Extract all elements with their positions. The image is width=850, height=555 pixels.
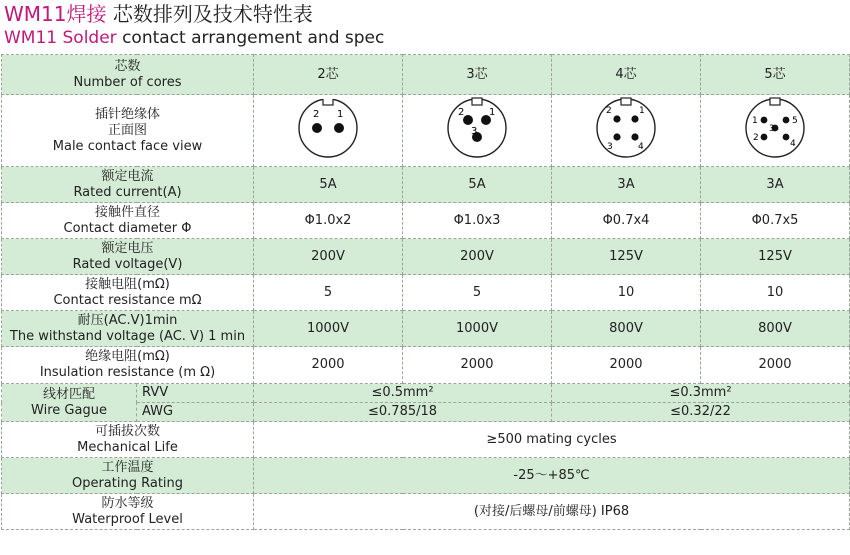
- rvv-label: RVV: [137, 384, 254, 403]
- life-label-cn: 可插拔次数: [95, 423, 161, 439]
- table-cell: 125V: [552, 239, 701, 275]
- pin-label: 3: [471, 126, 478, 137]
- table-cell: Φ1.0x3: [403, 203, 552, 239]
- row-label-cn: 接触电阻(mΩ): [85, 276, 170, 292]
- face-4-core: [552, 95, 701, 167]
- waterproof-label-en: Waterproof Level: [72, 511, 183, 527]
- rvv-large-value: ≤0.3mm²: [552, 384, 850, 403]
- table-cell: 2000: [552, 347, 701, 384]
- face-view-label: [2, 95, 254, 167]
- temp-label: [2, 458, 254, 494]
- row-label-en: Rated voltage(V): [72, 256, 183, 272]
- table-row: [2, 347, 850, 384]
- pin-label: 5: [792, 116, 798, 126]
- pin-label: 2: [606, 106, 612, 116]
- table-cell: Φ0.7x4: [552, 203, 701, 239]
- title-rest: 芯数排列及技术特性表: [106, 2, 313, 26]
- pin-label: 4: [638, 142, 644, 152]
- cores-label-cn: 芯数: [114, 58, 141, 74]
- table-row: [2, 203, 850, 239]
- row-label: [2, 311, 254, 347]
- wire-gauge-label: [2, 384, 137, 422]
- table-row: [2, 239, 850, 275]
- pin-label: 3: [769, 124, 775, 134]
- spec-table: [1, 54, 850, 530]
- pin-label: 2: [458, 107, 465, 118]
- connector-3-core-icon: [445, 96, 509, 160]
- face-label-en: Male contact face view: [52, 138, 203, 154]
- subtitle-rest: contact arrangement and spec: [116, 28, 385, 48]
- row-label-cn: 额定电压: [101, 240, 154, 256]
- table-cell: 800V: [701, 311, 850, 347]
- pin-label: 1: [337, 109, 344, 120]
- waterproof-label: [2, 494, 254, 530]
- row-label: [2, 275, 254, 311]
- table-cell: 10: [552, 275, 701, 311]
- col-4-cores: 4芯: [552, 55, 701, 95]
- row-label-cn: 耐压(AC.V)1min: [77, 312, 178, 328]
- table-cell: Φ1.0x2: [254, 203, 403, 239]
- table-cell: 2000: [403, 347, 552, 384]
- table-cell: 5A: [254, 167, 403, 203]
- row-label: [2, 347, 254, 384]
- temp-label-cn: 工作温度: [101, 459, 154, 475]
- table-row: [2, 167, 850, 203]
- page-title: [4, 2, 313, 26]
- pin-label: 3: [607, 142, 613, 152]
- waterproof-label-cn: 防水等级: [101, 495, 154, 511]
- cores-row: [2, 55, 850, 95]
- pin-label: 2: [753, 133, 759, 143]
- table-cell: 1000V: [254, 311, 403, 347]
- table-cell: Φ0.7x5: [701, 203, 850, 239]
- col-5-cores: 5芯: [701, 55, 850, 95]
- row-label-en: Rated current(A): [73, 184, 182, 200]
- page-subtitle: [4, 28, 384, 48]
- connector-5-core-icon: [743, 96, 807, 160]
- pin-label: 1: [639, 106, 645, 116]
- connector-4-core-icon: [594, 96, 658, 160]
- table-row: [2, 275, 850, 311]
- cores-label-en: Number of cores: [73, 74, 182, 90]
- connector-2-core-icon: [296, 96, 360, 160]
- table-cell: 2000: [701, 347, 850, 384]
- table-cell: 800V: [552, 311, 701, 347]
- life-value: ≥500 mating cycles: [254, 422, 850, 458]
- awg-label: AWG: [137, 403, 254, 422]
- row-label-cn: 绝缘电阻(mΩ): [85, 349, 170, 364]
- face-2-core: [254, 95, 403, 167]
- col-2-cores: 2芯: [254, 55, 403, 95]
- wire-label-cn: 线材匹配: [42, 386, 95, 402]
- wire-rvv-row: [2, 384, 850, 403]
- col-3-cores: 3芯: [403, 55, 552, 95]
- temp-label-en: Operating Rating: [71, 475, 184, 491]
- row-label-en: Insulation resistance (m Ω): [39, 365, 216, 380]
- life-label-en: Mechanical Life: [77, 439, 178, 455]
- temp-value: -25～+85℃: [254, 458, 850, 494]
- row-label-en: Contact diameter Φ: [63, 220, 192, 236]
- awg-small-value: ≤0.785/18: [254, 403, 552, 422]
- mechanical-life-row: [2, 422, 850, 458]
- row-label-cn: 接触件直径: [95, 204, 161, 220]
- row-label-cn: 额定电流: [101, 168, 154, 184]
- pin-label: 1: [489, 107, 496, 118]
- table-cell: 5: [403, 275, 552, 311]
- row-label: [2, 167, 254, 203]
- table-row: [2, 311, 850, 347]
- table-cell: 5: [254, 275, 403, 311]
- cores-label: [2, 55, 254, 95]
- title-highlight: WM11焊接: [4, 2, 107, 26]
- table-cell: 3A: [552, 167, 701, 203]
- face-label-cn: 插针绝缘体: [95, 106, 161, 122]
- life-label: [2, 422, 254, 458]
- row-label-en: The withstand voltage (AC. V) 1 min: [9, 328, 246, 344]
- table-cell: 125V: [701, 239, 850, 275]
- pin-label: 1: [752, 116, 758, 126]
- face-label-cn2: 正面图: [108, 122, 148, 138]
- table-cell: 200V: [254, 239, 403, 275]
- face-3-core: [403, 95, 552, 167]
- table-cell: 2000: [254, 347, 403, 384]
- waterproof-value: (对接/后螺母/前螺母) IP68: [254, 494, 850, 530]
- table-cell: 3A: [701, 167, 850, 203]
- row-label: [2, 203, 254, 239]
- awg-large-value: ≤0.32/22: [552, 403, 850, 422]
- row-label-en: Contact resistance mΩ: [53, 292, 202, 308]
- table-cell: 5A: [403, 167, 552, 203]
- table-cell: 1000V: [403, 311, 552, 347]
- face-5-core: [701, 95, 850, 167]
- waterproof-row: [2, 494, 850, 530]
- table-cell: 10: [701, 275, 850, 311]
- pin-label: 2: [313, 109, 320, 120]
- table-cell: 200V: [403, 239, 552, 275]
- row-label: [2, 239, 254, 275]
- rvv-small-value: ≤0.5mm²: [254, 384, 552, 403]
- face-view-row: [2, 95, 850, 167]
- subtitle-highlight: WM11 Solder: [4, 28, 117, 48]
- pin-label: 4: [790, 139, 796, 149]
- wire-label-en: Wire Gague: [31, 402, 107, 418]
- operating-temp-row: [2, 458, 850, 494]
